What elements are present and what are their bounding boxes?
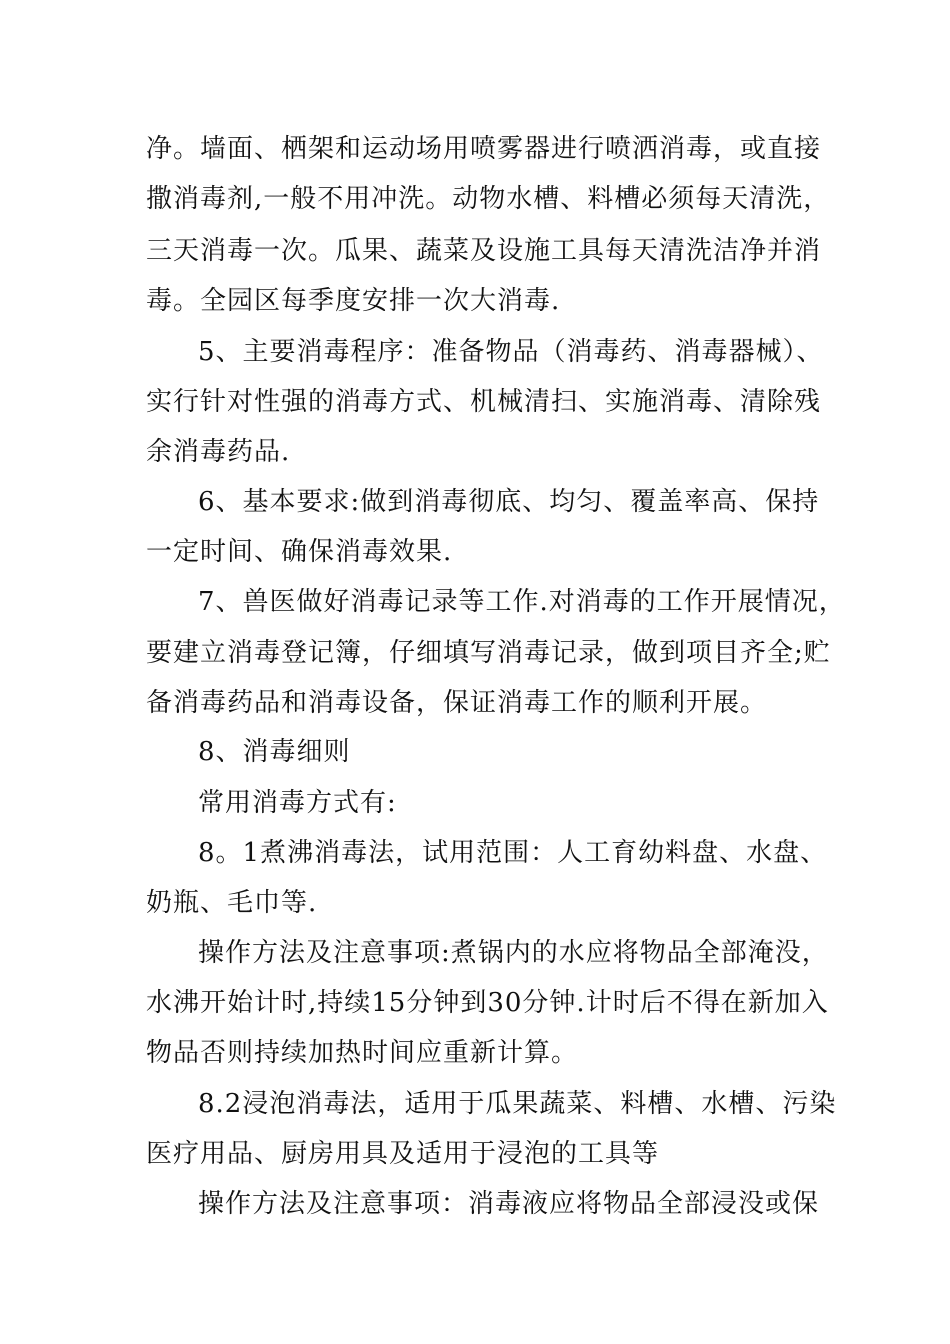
text-line: 实行针对性强的消毒方式、机械清扫、实施消毒、清除残: [146, 387, 822, 417]
text-line: 8。1煮沸消毒法，试用范围：人工育幼料盘、水盘、: [198, 838, 828, 868]
text-line: 5、主要消毒程序：准备物品（消毒药、消毒器械）、: [198, 337, 824, 367]
text-line: 7、兽医做好消毒记录等工作.对消毒的工作开展情况，: [198, 587, 846, 617]
text-line: 医疗用品、厨房用具及适用于浸泡的工具等: [146, 1139, 660, 1169]
section-heading: 8、消毒细则: [198, 737, 351, 767]
text-line: 物品否则持续加热时间应重新计算。: [146, 1038, 579, 1068]
text-line: 净。墙面、栖架和运动场用喷雾器进行喷洒消毒，或直接: [146, 134, 822, 164]
text-line: 一定时间、确保消毒效果.: [146, 537, 453, 567]
text-line: 常用消毒方式有:: [198, 788, 397, 818]
text-line: 三天消毒一次。瓜果、蔬菜及设施工具每天清洗洁净并消: [146, 236, 822, 266]
text-line: 撒消毒剂,一般不用冲洗。动物水槽、料槽必须每天清洗，: [146, 184, 831, 214]
text-line: 操作方法及注意事项：消毒液应将物品全部浸没或保: [198, 1189, 820, 1219]
text-line: 奶瓶、毛巾等.: [146, 888, 318, 918]
text-line: 余消毒药品.: [146, 437, 291, 467]
text-line: 备消毒药品和消毒设备，保证消毒工作的顺利开展。: [146, 688, 768, 718]
text-line: 水沸开始计时,持续15分钟到30分钟.计时后不得在新加入: [146, 988, 829, 1018]
text-line: 要建立消毒登记簿，仔细填写消毒记录，做到项目齐全;贮: [146, 638, 831, 668]
text-line: 毒。全园区每季度安排一次大消毒.: [146, 286, 561, 316]
text-line: 6、基本要求:做到消毒彻底、均匀、覆盖率高、保持: [198, 487, 820, 517]
text-line: 8.2浸泡消毒法，适用于瓜果蔬菜、料槽、水槽、污染: [198, 1089, 837, 1119]
text-line: 操作方法及注意事项:煮锅内的水应将物品全部淹没，: [198, 938, 829, 968]
